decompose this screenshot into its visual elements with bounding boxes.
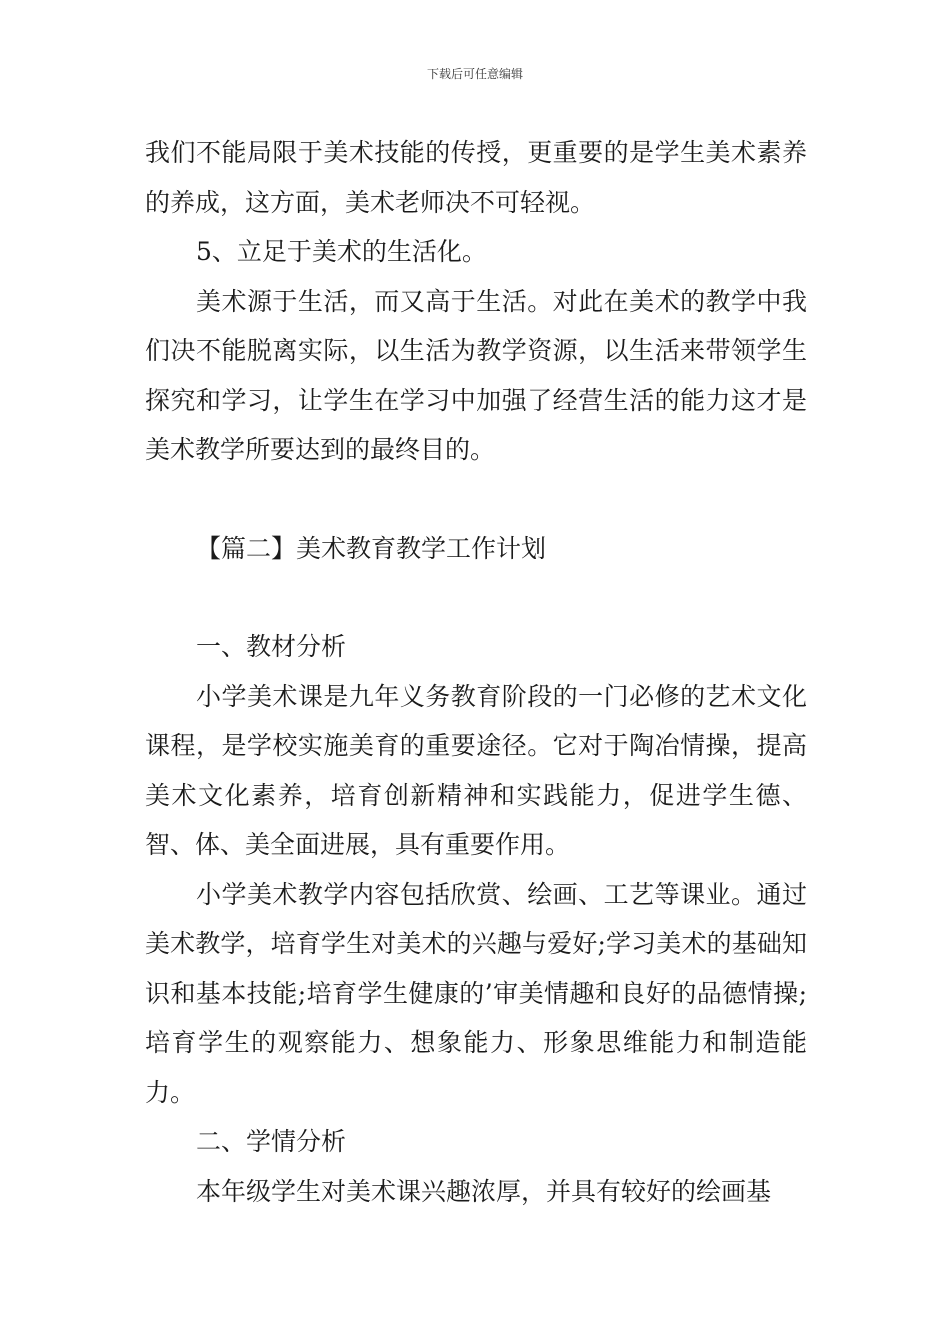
paragraph-teaching-content: 小学美术教学内容包括欣赏、绘画、工艺等课业。通过美术教学，培育学生对美术的兴趣与爱好;学习美术的基础知识和基本技能;培育学生健康的’审美情趣和良好的品德情操;培育学生的观察能力、想象能力、形象思维能力和制造能力。 — [145, 879, 807, 1107]
heading-textbook-analysis: 一、教材分析 — [196, 632, 347, 661]
document-body — [145, 128, 807, 1216]
paragraph-student-interest: 本年级学生对美术课兴趣浓厚，并具有较好的绘画基 — [196, 1176, 772, 1206]
list-item-5: 5、立足于美术的生活化。 — [196, 237, 487, 266]
page-header-note: 下载后可任意编辑 — [426, 67, 523, 81]
paragraph-art-literacy: 我们不能局限于美术技能的传授，更重要的是学生美术素养的养成，这方面，美术老师决不可轻视。 — [145, 138, 807, 217]
heading-student-analysis: 二、学情分析 — [196, 1127, 347, 1156]
paragraph-art-life: 美术源于生活，而又高于生活。对此在美术的教学中我们决不能脱离实际，以生活为教学资源，以生活来带领学生探究和学习，让学生在学习中加强了经营生活的能力这才是美术教学所要达到的最终目的。 — [145, 286, 807, 464]
section-title: 【篇二】美术教育教学工作计划 — [196, 533, 547, 563]
paragraph-course-intro: 小学美术课是九年义务教育阶段的一门必修的艺术文化课程，是学校实施美育的重要途径。它对于陶冶情操，提高美术文化素养，培育创新精神和实践能力，促进学生德、智、体、美全面进展，具有重要作用。 — [145, 681, 807, 859]
